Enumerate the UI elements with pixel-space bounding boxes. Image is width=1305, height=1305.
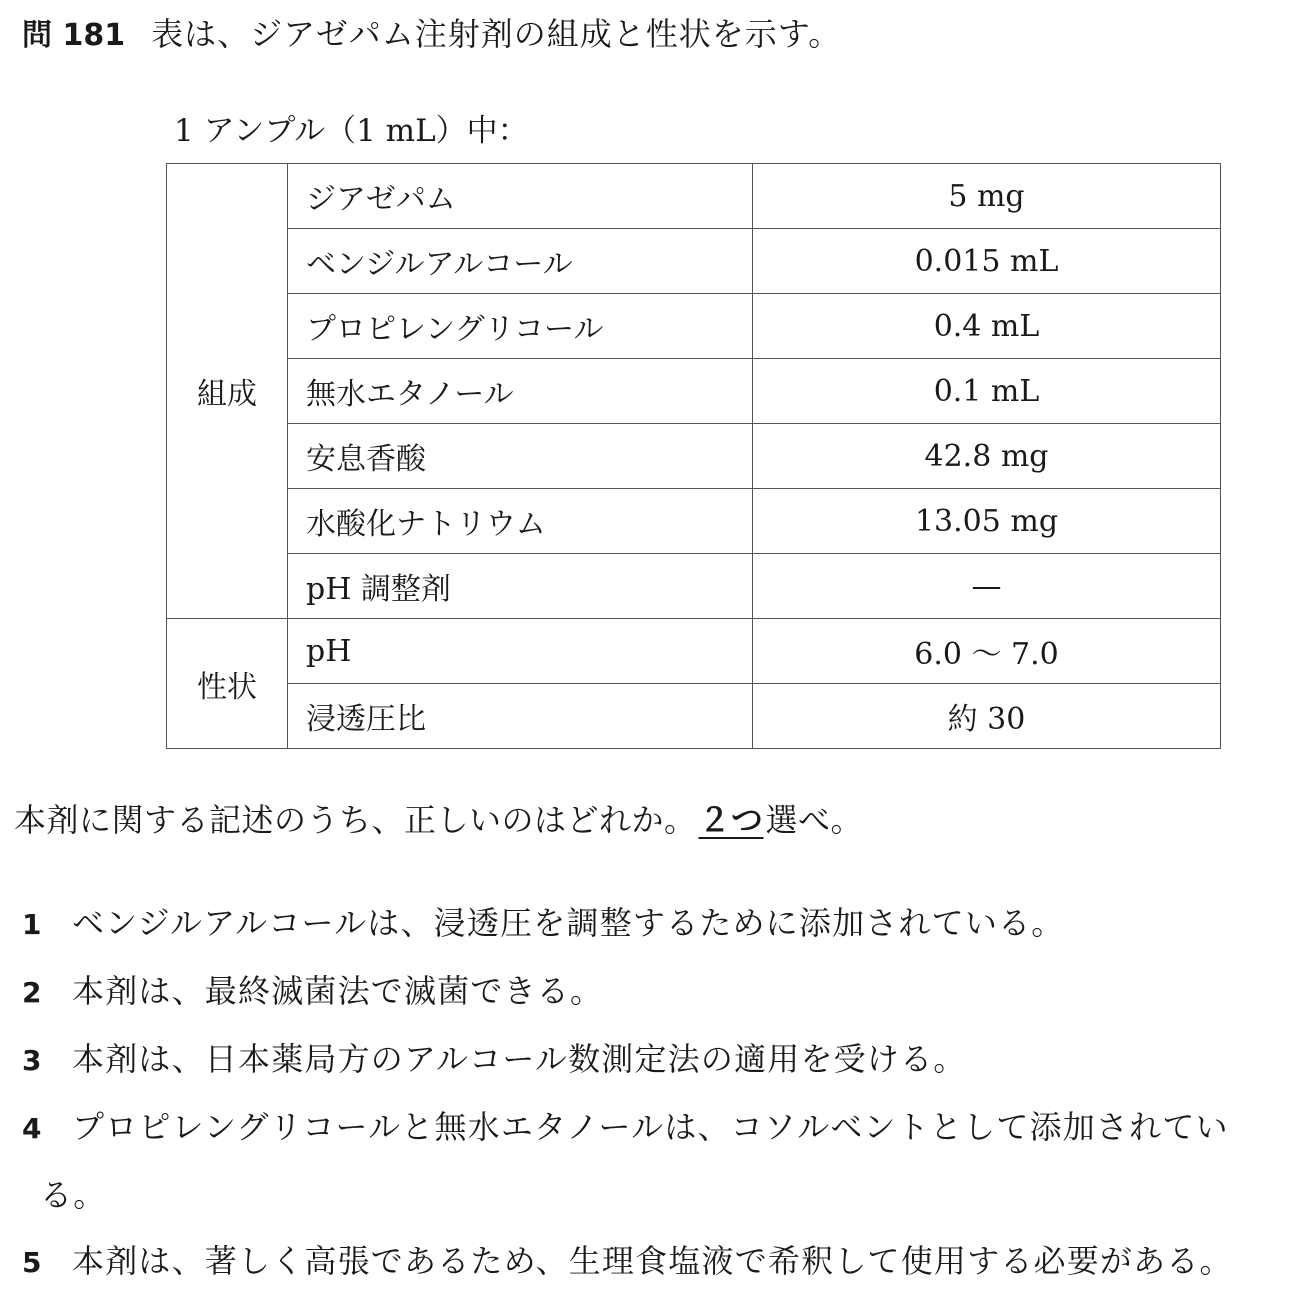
option-4[interactable] xyxy=(22,1094,1292,1162)
table-row xyxy=(167,489,1221,554)
instruction-before: 本剤に関する記述のうち、正しいのはどれか。 xyxy=(14,801,697,839)
ingredient-name: 安息香酸 xyxy=(288,424,753,489)
table-row xyxy=(167,164,1221,229)
ingredient-name: pH 調整剤 xyxy=(288,554,753,619)
option-text: 本剤は、最終滅菌法で滅菌できる。 xyxy=(72,972,604,1010)
ingredient-amount: 0.1 mL xyxy=(753,359,1221,424)
option-number: 3 xyxy=(22,1044,43,1077)
question-text: 表は、ジアゼパム注射剤の組成と性状を示す。 xyxy=(151,15,842,53)
property-value: 約 30 xyxy=(753,684,1221,749)
table-row xyxy=(167,294,1221,359)
property-name: 浸透圧比 xyxy=(288,684,753,749)
group-label-composition: 組成 xyxy=(167,164,288,619)
ingredient-name: ベンジルアルコール xyxy=(288,229,753,294)
option-5[interactable] xyxy=(22,1228,1292,1296)
option-number: 4 xyxy=(22,1112,43,1145)
ingredient-amount: 0.4 mL xyxy=(753,294,1221,359)
ingredient-amount: 5 mg xyxy=(753,164,1221,229)
question-number: 問 181 xyxy=(22,18,126,53)
question-header xyxy=(22,12,841,58)
table-row xyxy=(167,684,1221,749)
option-text: 本剤は、日本薬局方のアルコール数測定法の適用を受ける。 xyxy=(72,1040,967,1078)
table-row xyxy=(167,619,1221,684)
option-number: 2 xyxy=(22,976,43,1009)
group-label-properties: 性状 xyxy=(167,619,288,749)
option-number: 5 xyxy=(22,1246,43,1279)
property-name: pH xyxy=(288,619,753,684)
property-value: 6.0 〜 7.0 xyxy=(753,619,1221,684)
option-4-continuation: る。 xyxy=(40,1176,107,1214)
ingredient-amount: — xyxy=(753,554,1221,619)
option-text: プロピレングリコールと無水エタノールは、コソルベントとして添加されてい xyxy=(72,1108,1229,1146)
ingredient-name: 無水エタノール xyxy=(288,359,753,424)
option-text: ベンジルアルコールは、浸透圧を調整するために添加されている。 xyxy=(72,904,1065,942)
table-row xyxy=(167,229,1221,294)
table-caption: 1 アンプル（1 mL）中： xyxy=(174,113,529,149)
ingredient-amount: 0.015 mL xyxy=(753,229,1221,294)
ingredient-name: 水酸化ナトリウム xyxy=(288,489,753,554)
instruction-text xyxy=(14,798,863,842)
instruction-after: 選べ。 xyxy=(765,801,864,839)
answer-options xyxy=(22,890,1292,1296)
ingredient-name: プロピレングリコール xyxy=(288,294,753,359)
option-text: 本剤は、著しく高張であるため、生理食塩液で希釈して使用する必要がある。 xyxy=(72,1242,1233,1280)
ingredient-amount: 13.05 mg xyxy=(753,489,1221,554)
option-2[interactable] xyxy=(22,958,1292,1026)
formulation-table xyxy=(166,163,1221,749)
ingredient-name: ジアゼパム xyxy=(288,164,753,229)
instruction-emphasis: ２つ xyxy=(698,801,764,839)
option-1[interactable] xyxy=(22,890,1292,958)
option-number: 1 xyxy=(22,908,43,941)
table-row xyxy=(167,424,1221,489)
option-3[interactable] xyxy=(22,1026,1292,1094)
table-row xyxy=(167,359,1221,424)
ingredient-amount: 42.8 mg xyxy=(753,424,1221,489)
table-row xyxy=(167,554,1221,619)
